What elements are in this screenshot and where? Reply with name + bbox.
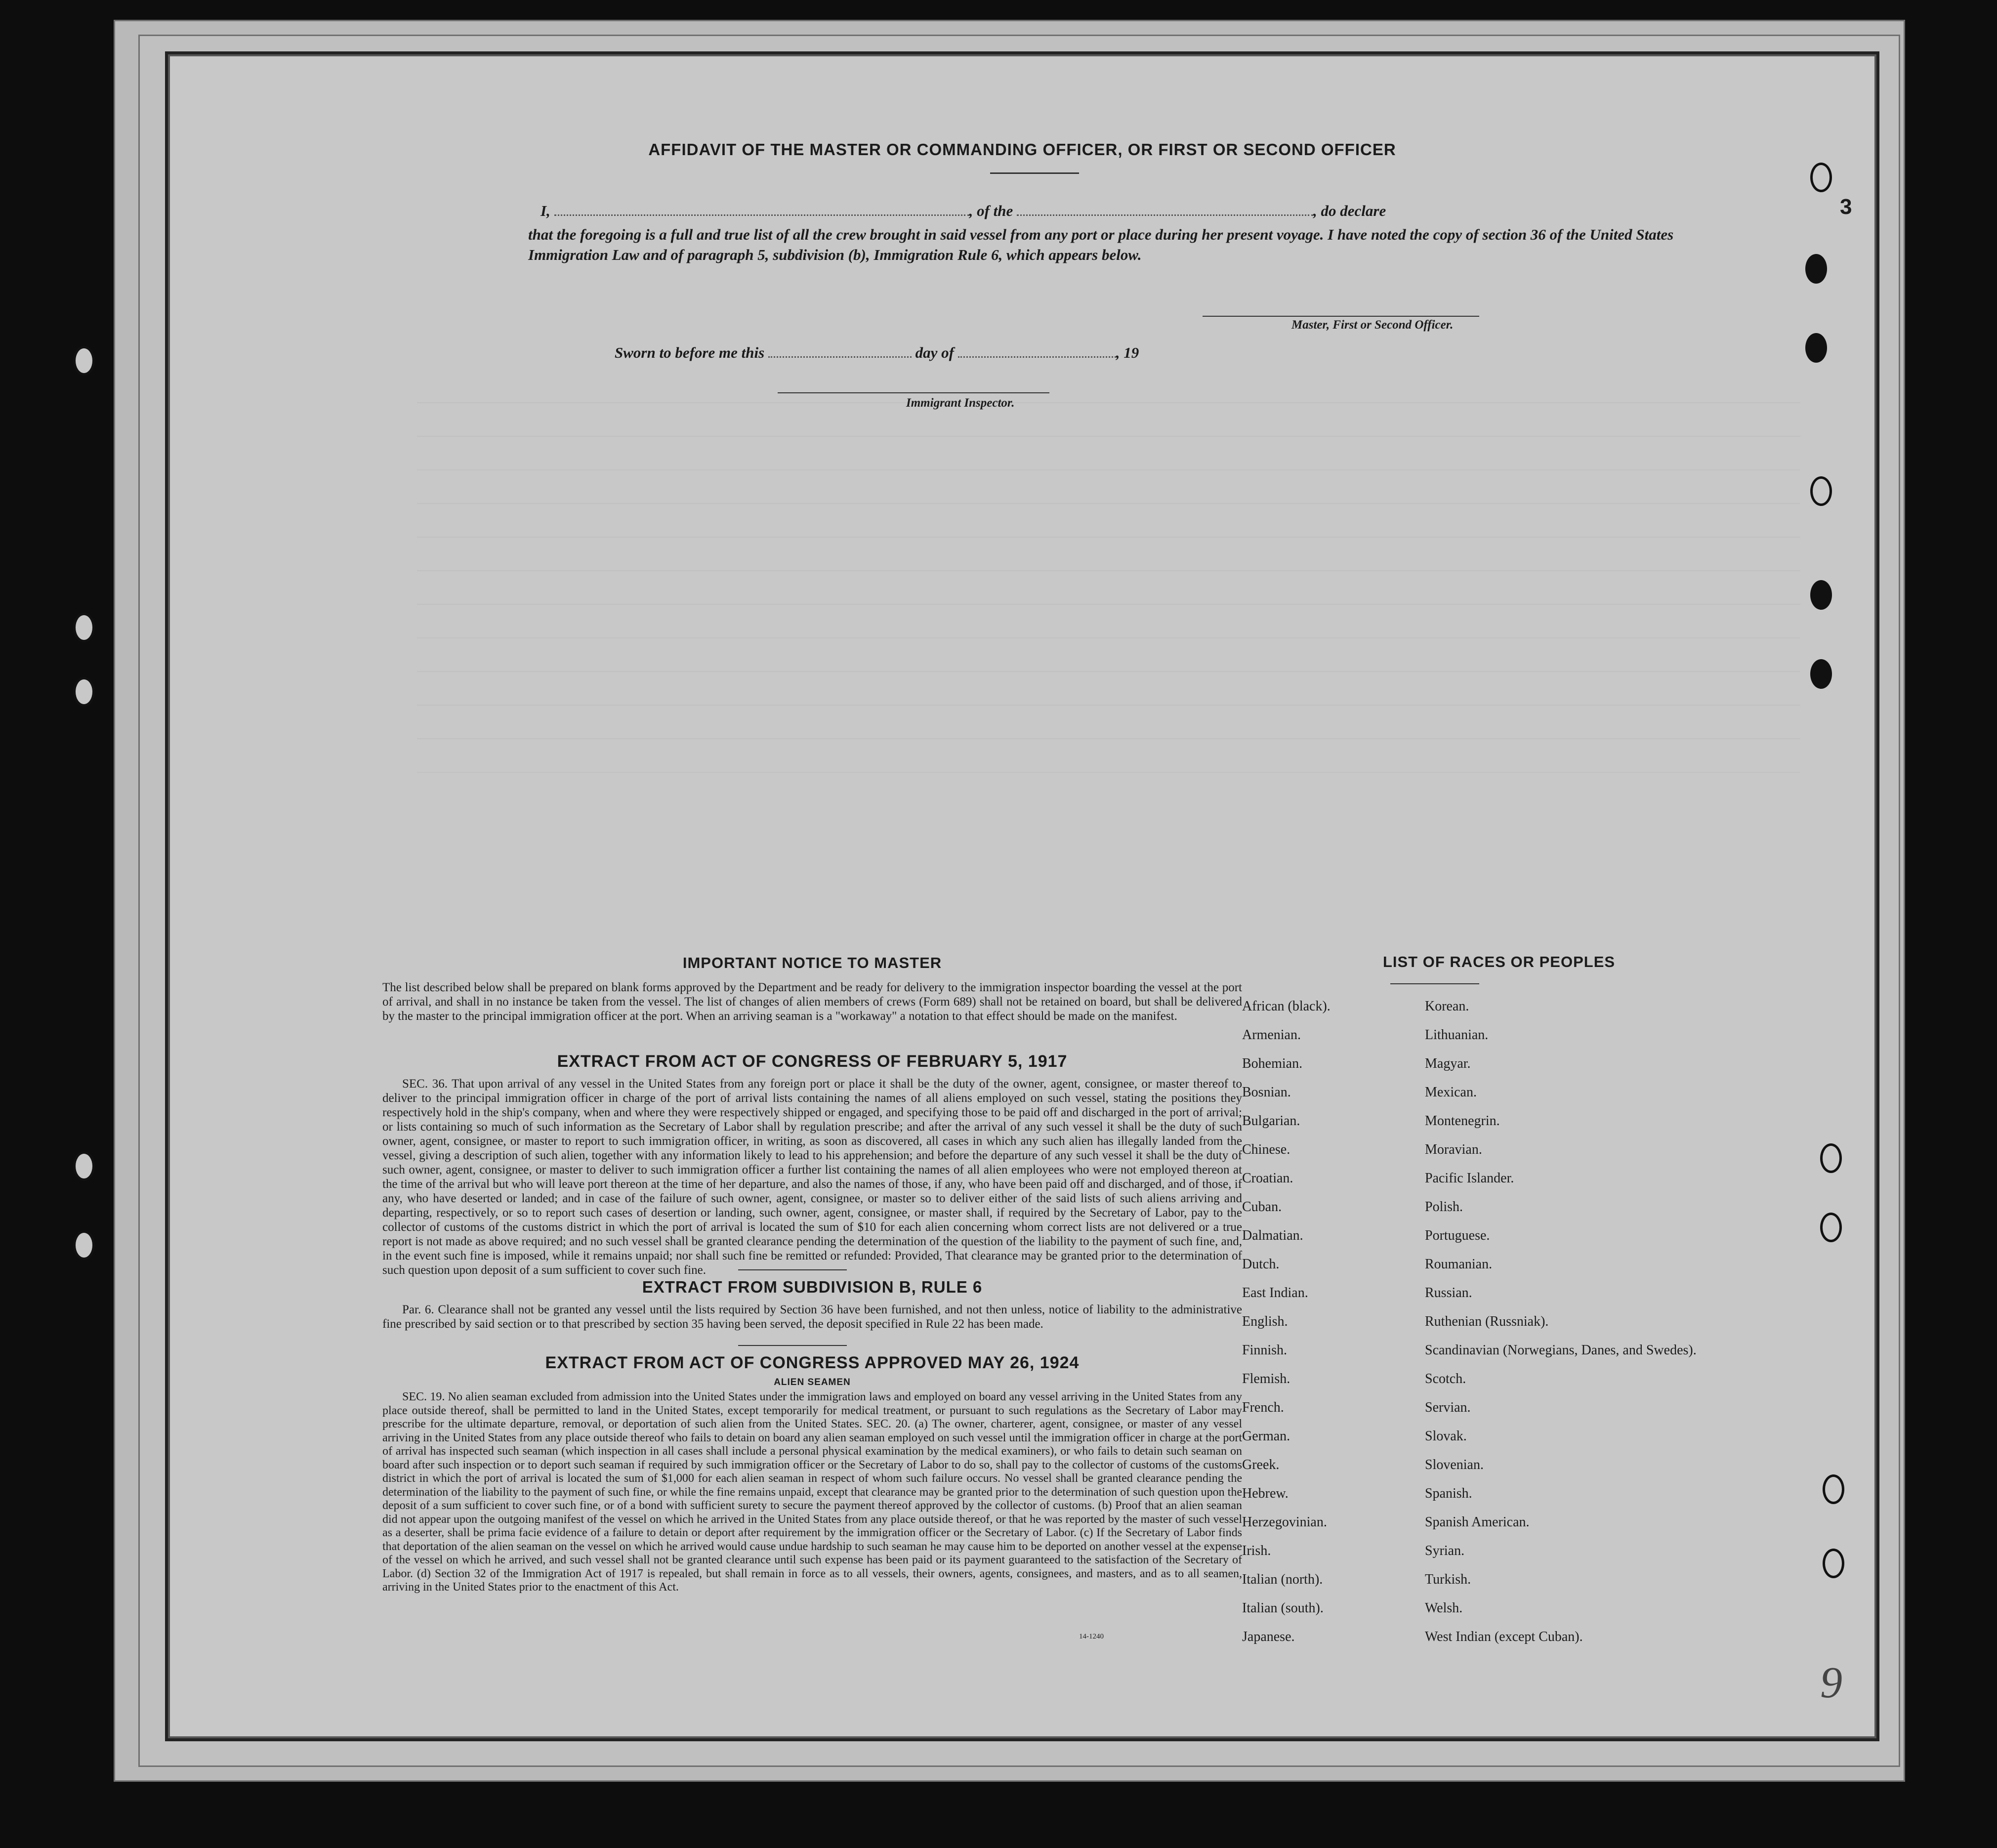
extract-1924-heading: EXTRACT FROM ACT OF CONGRESS APPROVED MAY 26, 1924 — [545, 1353, 1080, 1372]
declarant-label: I, — [541, 202, 550, 219]
inspector-signature-label: Immigrant Inspector. — [906, 396, 1015, 410]
race-item: Slovenian. — [1425, 1457, 1484, 1472]
binder-hole — [1823, 1474, 1844, 1504]
race-item: Bosnian. — [1242, 1085, 1291, 1100]
race-item: English. — [1242, 1314, 1288, 1329]
binder-hole — [73, 1151, 95, 1181]
binder-hole — [1810, 659, 1832, 689]
affidavit-body: that the foregoing is a full and true list of all the crew brought in said vessel from any port or place during her present voyage. I have noted the copy of section 36 of the United States Immigration Law and of paragraph 5, subdivision (b), Immigration Rule 6, which appears below. — [528, 226, 1674, 263]
extract-1917-text: SEC. 36. That upon arrival of any vessel in the United States from any foreign port or place it shall be the duty of the owner, agent, consignee, or master thereof to deliver to the principal immigration officer in charge of the port of arrival lists containing the names of all aliens employed on such vessel, stating the positions they respectively hold in the ship's company, when and where they were respectively shipped or engaged, and specifying those to be paid off and discharged in the port of arrival; or lists containing so much of such information as the Secretary of Labor shall by regulation prescribe; and after the arrival of any such vessel it shall be the duty of such owner, agent, consignee, or master to report to such immigration officer, in writing, as soon as discovered, all cases in which any such alien has illegally landed from the vessel, giving a description of such alien, together with any information likely to lead to his apprehension; and before the departure of any such vessel it shall be the duty of such owner, agent, consignee, or master to deliver to such immigration officer a further list containing the names of all alien employees who were not employed thereon at the time of the arrival but who will leave port thereon at the time of her departure, and also the names of those, if any, who have been paid off and discharged, and of those, if any, who have deserted or landed; and in case of the failure of such owner, agent, consignee, or master so to deliver either of the said lists of such aliens arriving and departing, respectively, or so to report such cases of desertion or landing, such owner, agent, consignee, or master shall, if required by the Secretary of Labor, pay to the collector of customs of the customs district in which the port of arrival is located the sum of $10 for each alien concerning whom correct lists are not delivered or a true report is not made as above required; and no such vessel shall be granted clearance pending the determination of the question of the liability to the payment of such fine, and, in the event such fine is imposed, while it remains unpaid; nor shall such fine be remitted or refunded: Provided, That clearance may be granted prior to the determination of such question upon deposit of a sum sufficient to cover such fine. — [382, 1077, 1242, 1277]
race-item: Roumanian. — [1425, 1257, 1493, 1272]
vessel-name-field[interactable] — [1017, 214, 1313, 216]
race-item: Pacific Islander. — [1425, 1171, 1514, 1186]
race-item: Spanish. — [1425, 1486, 1472, 1501]
race-item: Mexican. — [1425, 1085, 1477, 1100]
divider — [990, 172, 1079, 174]
binder-hole — [1810, 476, 1832, 506]
races-left-column — [1242, 999, 1430, 1658]
sworn-day-field[interactable] — [768, 356, 912, 358]
year-label: , 19 — [1116, 344, 1139, 361]
race-item: Irish. — [1242, 1543, 1271, 1558]
races-right-column — [1425, 999, 1702, 1658]
binder-hole — [1820, 1213, 1842, 1242]
race-item: Spanish American. — [1425, 1514, 1530, 1530]
divider — [738, 1345, 847, 1346]
race-item: Finnish. — [1242, 1343, 1288, 1358]
declaration-line — [541, 202, 1726, 220]
subdivision-text: Par. 6. Clearance shall not be granted any vessel until the lists required by Section 36 have been furnished, and not then unless, notice of liability to the administrative fine prescribed by said section or to that prescribed by section 35 having been served, the deposit specified in Rule 22 has been made. — [382, 1303, 1242, 1331]
binder-hole — [1805, 333, 1827, 363]
race-item: Greek. — [1242, 1457, 1280, 1472]
race-item: Magyar. — [1425, 1056, 1471, 1071]
handwritten-corner-mark: 9 — [1820, 1658, 1842, 1707]
divider — [1390, 983, 1479, 984]
race-item: Chinese. — [1242, 1142, 1290, 1157]
race-item: Japanese. — [1242, 1629, 1295, 1644]
race-item: Scotch. — [1425, 1371, 1466, 1386]
race-item: Bohemian. — [1242, 1056, 1303, 1071]
race-item: Cuban. — [1242, 1199, 1282, 1215]
page-number: 3 — [1840, 195, 1852, 219]
race-item: Flemish. — [1242, 1371, 1290, 1386]
race-item: Scandinavian (Norwegians, Danes, and Swedes). — [1425, 1343, 1697, 1358]
race-item: Montenegrin. — [1425, 1113, 1500, 1129]
extract-1917-heading: EXTRACT FROM ACT OF CONGRESS OF FEBRUARY 5, 1917 — [557, 1052, 1068, 1071]
race-item: Polish. — [1425, 1199, 1463, 1215]
race-item: Italian (south). — [1242, 1600, 1324, 1616]
race-item: Bulgarian. — [1242, 1113, 1300, 1129]
binder-hole — [73, 677, 95, 707]
races-heading: LIST OF RACES OR PEOPLES — [1382, 953, 1616, 970]
binder-hole — [1823, 1549, 1844, 1578]
day-of-label: day of — [915, 344, 954, 361]
binder-hole — [73, 613, 95, 642]
master-signature-label: Master, First or Second Officer. — [1291, 318, 1454, 332]
race-item: Dutch. — [1242, 1257, 1280, 1272]
notice-heading: IMPORTANT NOTICE TO MASTER — [682, 954, 942, 971]
inspector-signature-line[interactable] — [778, 392, 1049, 393]
declarant-name-field[interactable] — [554, 214, 969, 216]
race-item: West Indian (except Cuban). — [1425, 1629, 1583, 1644]
binder-hole — [73, 346, 95, 376]
master-signature-line[interactable] — [1203, 316, 1479, 317]
race-item: Syrian. — [1425, 1543, 1465, 1558]
sworn-month-field[interactable] — [958, 356, 1116, 358]
sworn-label: Sworn to before me this — [615, 344, 765, 361]
race-item: East Indian. — [1242, 1285, 1308, 1301]
race-item: African (black). — [1242, 999, 1331, 1014]
race-item: Russian. — [1425, 1285, 1472, 1301]
binder-hole — [73, 1230, 95, 1260]
alien-seamen-subheading: ALIEN SEAMEN — [774, 1377, 851, 1387]
binder-hole — [1805, 254, 1827, 284]
race-item: Croatian. — [1242, 1171, 1293, 1186]
race-item: Korean. — [1425, 999, 1469, 1014]
race-item: Welsh. — [1425, 1600, 1463, 1616]
race-item: French. — [1242, 1400, 1284, 1415]
race-item: Dalmatian. — [1242, 1228, 1303, 1243]
race-item: Portuguese. — [1425, 1228, 1490, 1243]
binder-hole — [1810, 580, 1832, 610]
affidavit-heading: AFFIDAVIT OF THE MASTER OR COMMANDING OFFICER, OR FIRST OR SECOND OFFICER — [648, 140, 1396, 159]
binder-hole — [1810, 163, 1832, 192]
binder-hole — [1820, 1143, 1842, 1173]
affidavit-page — [168, 54, 1876, 1738]
race-item: Ruthenian (Russniak). — [1425, 1314, 1549, 1329]
notice-text: The list described below shall be prepared on blank forms approved by the Department and be ready for delivery to the immigration inspector boarding the vessel at the port of arrival, and shall in no instance be taken from the vessel. The list of changes of alien members of crews (Form 689) shall not be retained on board, but shall be delivered by the master to the principal immigration officer at the port. When an arriving seaman is a "workaway" a notation to that effect should be made on the manifest. — [382, 981, 1242, 1023]
subdivision-heading: EXTRACT FROM SUBDIVISION B, RULE 6 — [642, 1278, 983, 1296]
do-declare-label: , do declare — [1313, 202, 1386, 219]
form-number: 14-1240 — [1079, 1633, 1104, 1640]
sworn-line — [615, 344, 1504, 362]
divider — [738, 1269, 847, 1270]
race-item: Hebrew. — [1242, 1486, 1289, 1501]
race-item: Turkish. — [1425, 1572, 1471, 1587]
race-item: German. — [1242, 1428, 1290, 1444]
race-item: Lithuanian. — [1425, 1027, 1489, 1043]
race-item: Slovak. — [1425, 1428, 1467, 1444]
race-item: Armenian. — [1242, 1027, 1301, 1043]
race-item: Herzegovinian. — [1242, 1514, 1327, 1530]
of-the-label: , of the — [969, 202, 1013, 219]
race-item: Italian (north). — [1242, 1572, 1323, 1587]
race-item: Servian. — [1425, 1400, 1471, 1415]
extract-1924-text: SEC. 19. No alien seaman excluded from admission into the United States under the immigration laws and employed on board any vessel arriving in the United States from any place outside thereof, shall be permitted to land in the United States, except temporarily for medical treatment, or pursuant to such regulations as the Secretary of Labor may prescribe for the ultimate departure, removal, or deportation of such alien from the United States. SEC. 20. (a) The owner, charterer, agent, consignee, or master of any vessel arriving in the United States from any place outside thereof who fails to detain on board any alien seaman employed on such vessel until the immigration officer in charge at the port of arrival has inspected such seaman (which inspection in all cases shall include a personal physical examination by the medical examiners), or who fails to detain such seaman on board after such inspection or to deport such seaman if required by such immigration officer or the Secretary of Labor to do so, shall pay to the collector of customs of the customs district in which the port of arrival is located the sum of $1,000 for each alien seaman in respect of whom such failure occurs. No vessel shall be granted clearance pending the determination of the liability to the payment of such fine, or while the fine remains unpaid, except that clearance may be granted prior to the determination of such question upon the deposit of a sum sufficient to cover such fine, or of a bond with sufficient surety to secure the payment thereof approved by the collector of customs. (b) Proof that an alien seaman did not appear upon the outgoing manifest of the vessel on which he arrived in the United States from any place outside thereof, or that he was reported by the master of such vessel as a deserter, shall be prima facie evidence of a failure to detain or deport after requirement by the immigration officer or the Secretary of Labor. (c) If the Secretary of Labor finds that deportation of the alien seaman on the vessel on which he arrived would cause undue hardship to such seaman he may cause him to be deported on another vessel at the expense of the vessel on which he arrived, and such vessel shall not be granted clearance until such expense has been paid or its payment guaranteed to the satisfaction of the Secretary of Labor. (d) Section 32 of the Immigration Act of 1917 is repealed, but shall remain in force as to all vessels, their owners, agents, consignees, and masters, and as to all seamen, arriving in the United States prior to the enactment of this Act. — [382, 1390, 1242, 1594]
race-item: Moravian. — [1425, 1142, 1482, 1157]
